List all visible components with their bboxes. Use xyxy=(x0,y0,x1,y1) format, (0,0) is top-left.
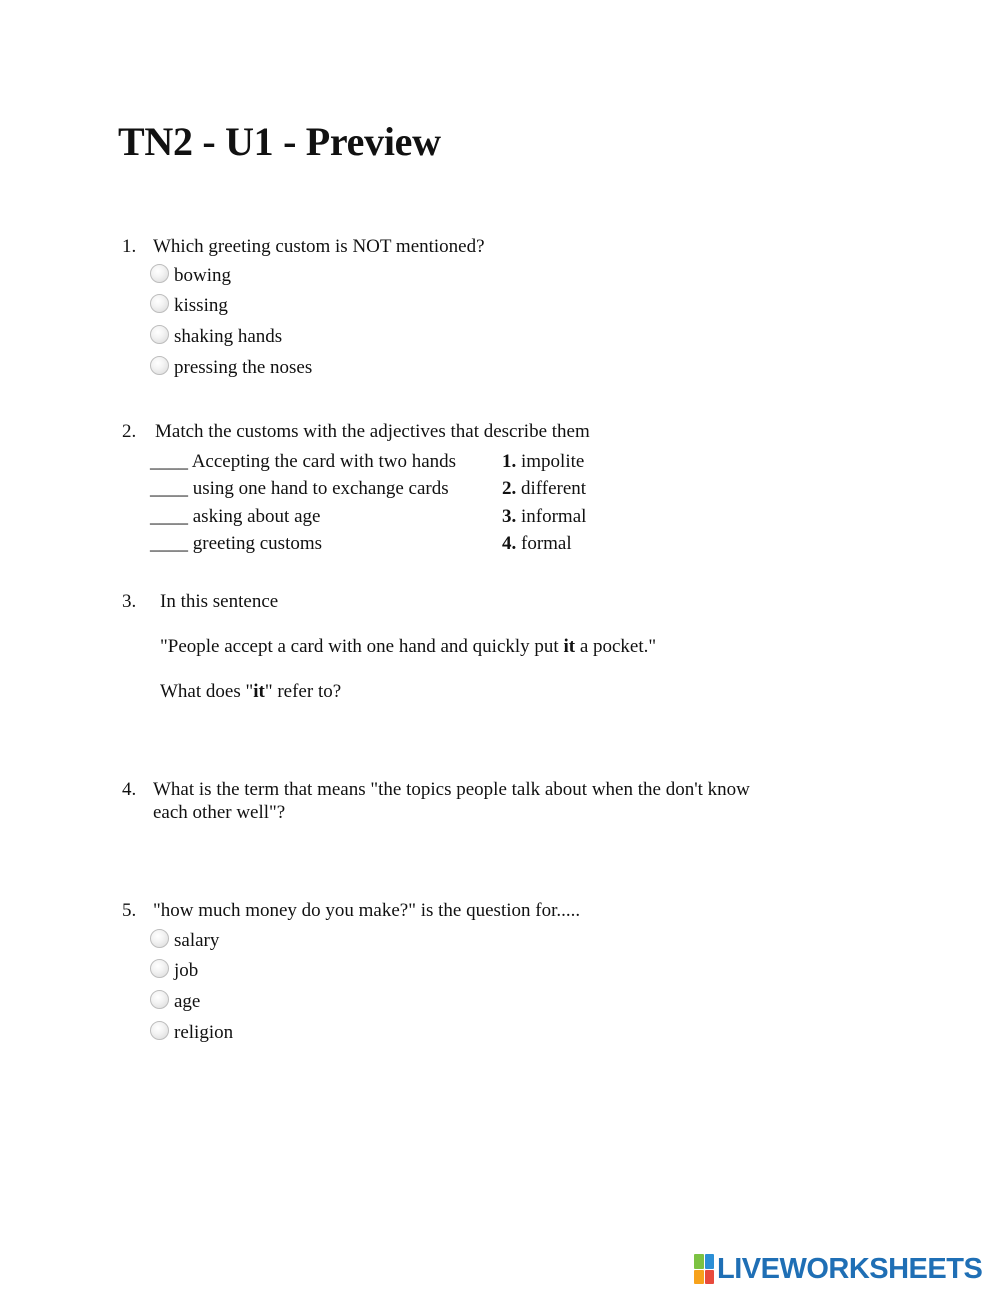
adjective-word: formal xyxy=(521,533,572,554)
question-3-sentence xyxy=(160,635,656,659)
question-5-text: "how much money do you make?" is the question for..... xyxy=(153,900,581,921)
question-5 xyxy=(122,899,722,923)
adjective-3 xyxy=(502,505,586,529)
q1-option-kissing[interactable] xyxy=(150,294,228,318)
option-label: shaking hands xyxy=(174,326,283,347)
custom-label: Accepting the card with two hands xyxy=(191,451,457,472)
radio-button-icon[interactable] xyxy=(150,356,169,375)
q5-option-salary[interactable] xyxy=(150,929,219,953)
radio-button-icon[interactable] xyxy=(150,1021,169,1040)
match-blank[interactable]: ____ xyxy=(150,506,188,527)
question-4 xyxy=(122,778,822,826)
custom-label: using one hand to exchange cards xyxy=(192,478,449,499)
adjective-1 xyxy=(502,450,584,474)
match-blank[interactable]: ____ xyxy=(150,451,188,472)
custom-label: asking about age xyxy=(192,506,321,527)
question-4-line-1: What is the term that means "the topics people talk about when the don't know xyxy=(153,779,750,800)
sentence-part: a pocket." xyxy=(575,636,657,657)
adjective-number: 2. xyxy=(502,478,517,499)
question-4-number: 4. xyxy=(122,779,137,800)
match-custom-4[interactable] xyxy=(150,532,322,556)
option-label: religion xyxy=(174,1022,234,1043)
question-3-number: 3. xyxy=(122,591,137,612)
question-4-line-2: each other well"? xyxy=(153,802,286,823)
match-custom-2[interactable] xyxy=(150,477,449,501)
match-blank[interactable]: ____ xyxy=(150,533,188,554)
q5-option-job[interactable] xyxy=(150,959,198,983)
liveworksheets-logo-icon xyxy=(694,1254,714,1284)
question-5-number: 5. xyxy=(122,900,137,921)
question-3 xyxy=(122,590,722,614)
adjective-2 xyxy=(502,477,586,501)
sentence-part: "People accept a card with one hand and quickly put xyxy=(160,636,564,657)
radio-button-icon[interactable] xyxy=(150,929,169,948)
ask-part: " refer to? xyxy=(264,681,342,702)
adjective-word: impolite xyxy=(521,451,585,472)
question-2 xyxy=(122,420,822,444)
question-1 xyxy=(122,235,722,259)
option-label: salary xyxy=(174,930,220,951)
option-label: job xyxy=(174,960,199,981)
q5-option-age[interactable] xyxy=(150,990,200,1014)
adjective-word: informal xyxy=(521,506,587,527)
ask-part: What does " xyxy=(160,681,254,702)
match-custom-1[interactable] xyxy=(150,450,456,474)
question-2-text: Match the customs with the adjectives that describe them xyxy=(155,421,590,442)
sentence-bold-word: it xyxy=(563,636,576,657)
radio-button-icon[interactable] xyxy=(150,990,169,1009)
radio-button-icon[interactable] xyxy=(150,294,169,313)
custom-label: greeting customs xyxy=(192,533,323,554)
liveworksheets-logo xyxy=(694,1252,982,1286)
option-label: pressing the noses xyxy=(174,357,313,378)
adjective-number: 4. xyxy=(502,533,517,554)
option-label: age xyxy=(174,991,201,1012)
radio-button-icon[interactable] xyxy=(150,325,169,344)
brand-name: LIVEWORKSHEETS xyxy=(717,1252,983,1285)
worksheet-title: TN2 - U1 - Preview xyxy=(118,119,441,164)
match-blank[interactable]: ____ xyxy=(150,478,188,499)
q1-option-bowing[interactable] xyxy=(150,264,231,288)
question-3-ask xyxy=(160,680,341,704)
question-1-text: Which greeting custom is NOT mentioned? xyxy=(153,236,485,257)
option-label: kissing xyxy=(174,295,228,316)
question-3-text: In this sentence xyxy=(160,591,279,612)
q1-option-pressing-noses[interactable] xyxy=(150,356,312,380)
adjective-4 xyxy=(502,532,572,556)
question-2-number: 2. xyxy=(122,421,137,442)
match-custom-3[interactable] xyxy=(150,505,320,529)
radio-button-icon[interactable] xyxy=(150,264,169,283)
radio-button-icon[interactable] xyxy=(150,959,169,978)
adjective-number: 3. xyxy=(502,506,517,527)
ask-bold-word: it xyxy=(253,681,265,702)
adjective-word: different xyxy=(521,478,587,499)
q5-option-religion[interactable] xyxy=(150,1021,233,1045)
question-1-number: 1. xyxy=(122,236,137,257)
q1-option-shaking-hands[interactable] xyxy=(150,325,282,349)
adjective-number: 1. xyxy=(502,451,517,472)
option-label: bowing xyxy=(174,265,231,286)
